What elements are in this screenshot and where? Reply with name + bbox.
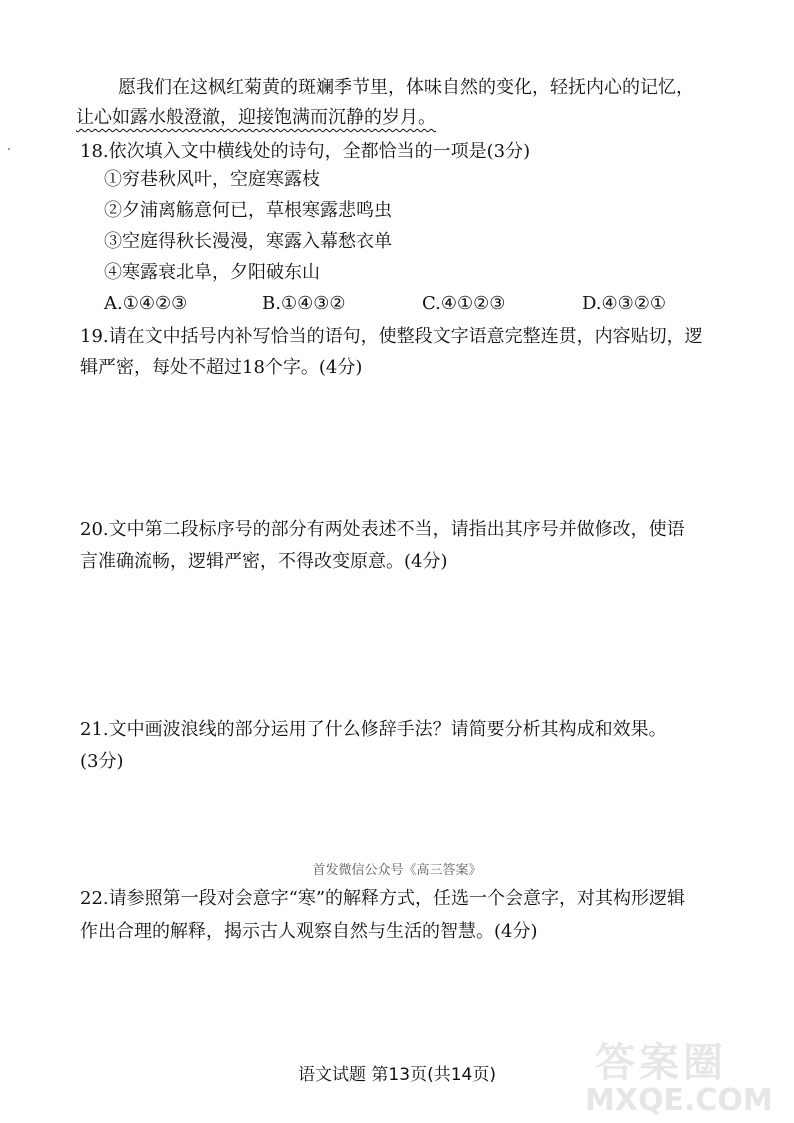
q18-item-2: ②夕浦离觞意何已，草根寒露悲鸣虫 [104, 200, 392, 221]
q21-line-2: (3分) [80, 751, 124, 772]
q21-line-1: 21.文中画波浪线的部分运用了什么修辞手法？请简要分析其构成和效果。 [80, 719, 667, 740]
q18-option-d[interactable]: D.④③②① [582, 293, 667, 314]
wavy-underlined-text: 让心如露水般澄澈，迎接饱满而沉静的岁月。 [76, 107, 436, 128]
passage-line-2-wavy [76, 106, 436, 130]
site-logo [585, 1040, 785, 1120]
wechat-watermark: 首发微信公众号《高三答案》 [312, 863, 482, 878]
q22-line-1: 22.请参照第一段对会意字“寒”的解释方式，任选一个会意字，对其构形逻辑 [80, 888, 686, 909]
q18-option-a[interactable]: A.①④②③ [104, 293, 188, 314]
q18-item-4: ④寒露衰北阜，夕阳破东山 [104, 262, 320, 283]
site-logo-domain: MXQE.COM [585, 1083, 773, 1118]
page-footer: 语文试题 第13页(共14页) [298, 1065, 496, 1085]
q18-stem: 18.依次填入文中横线处的诗句，全都恰当的一项是(3分) [80, 141, 531, 162]
q20-line-1: 20.文中第二段标序号的部分有两处表述不当，请指出其序号并做修改，使语 [80, 519, 685, 540]
q19-line-2: 辑严密，每处不超过18个字。(4分) [80, 357, 363, 378]
site-logo-text: 答案圈 [595, 1040, 727, 1086]
q20-line-2: 言准确流畅，逻辑严密，不得改变原意。(4分) [80, 551, 448, 572]
q22-line-2: 作出合理的解释，揭示古人观察自然与生活的智慧。(4分) [80, 921, 538, 942]
q18-options [104, 292, 724, 316]
passage-line-1: 愿我们在这枫红菊黄的斑斓季节里，体味自然的变化，轻抚内心的记忆， [118, 77, 694, 98]
q18-item-3: ③空庭得秋长漫漫，寒露入幕愁衣单 [104, 231, 392, 252]
q19-line-1: 19.请在文中括号内补写恰当的语句，使整段文字语意完整连贯，内容贴切，逻 [80, 326, 703, 347]
scan-speck [8, 148, 10, 150]
q18-option-b[interactable]: B.①④③② [262, 293, 346, 314]
q18-option-c[interactable]: C.④①②③ [422, 293, 506, 314]
q18-item-1: ①穷巷秋风叶，空庭寒露枝 [104, 169, 320, 190]
